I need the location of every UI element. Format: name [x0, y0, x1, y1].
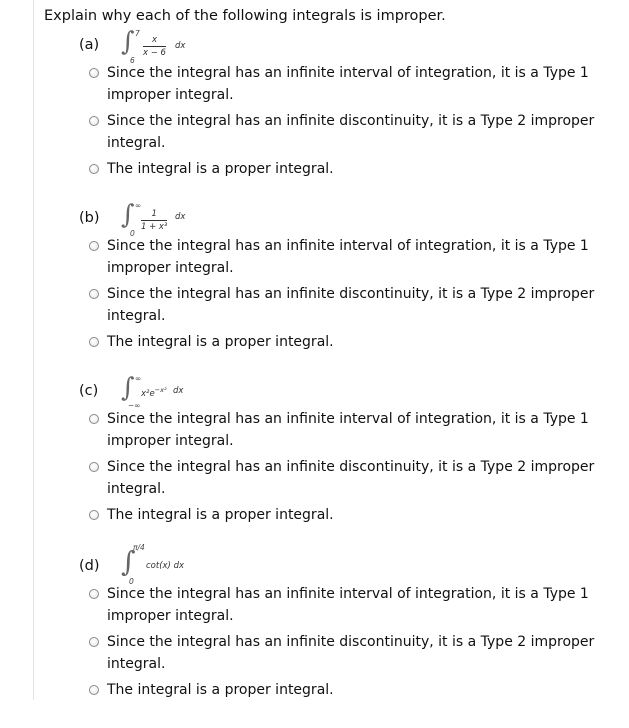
- integral-sign-icon: ∫: [121, 373, 135, 403]
- part-b: [79, 200, 619, 380]
- integral-sign-icon: ∫: [121, 200, 135, 230]
- exponent: −x²: [154, 386, 167, 394]
- fraction-bar: [143, 46, 166, 47]
- lower-limit: 6: [130, 56, 135, 65]
- integrand: [141, 386, 167, 399]
- radio-button[interactable]: [89, 116, 99, 126]
- part-label: (d): [79, 558, 100, 574]
- option-label: The integral is a proper integral.: [107, 161, 334, 177]
- part-label: (c): [79, 383, 99, 399]
- radio-button[interactable]: [89, 164, 99, 174]
- option-label: Since the integral has an infinite interval of integration, it is a Type 1 improper integral.: [107, 238, 589, 276]
- differential: dx: [175, 41, 186, 51]
- option-label: The integral is a proper integral.: [107, 334, 334, 350]
- radio-button[interactable]: [89, 289, 99, 299]
- upper-limit: 7: [135, 29, 140, 38]
- radio-button[interactable]: [89, 241, 99, 251]
- radio-button[interactable]: [89, 589, 99, 599]
- integrand: cot(x) dx: [146, 561, 184, 571]
- option-label: Since the integral has an infinite interval of integration, it is a Type 1 improper integral.: [107, 65, 589, 103]
- lower-limit: −∞: [128, 401, 141, 410]
- radio-button[interactable]: [89, 68, 99, 78]
- part-label: (a): [79, 37, 100, 53]
- integrand-base: x²e: [141, 388, 155, 399]
- fraction-bar: [141, 220, 167, 221]
- radio-button[interactable]: [89, 510, 99, 520]
- part-c: [79, 373, 619, 553]
- upper-limit: ∞: [135, 374, 142, 383]
- lower-limit: 0: [130, 229, 135, 238]
- integral-sign-icon: ∫: [121, 545, 136, 578]
- radio-button[interactable]: [89, 337, 99, 347]
- integrand-fraction: [141, 209, 167, 232]
- left-border: [33, 0, 34, 700]
- denominator: 1 + x³: [141, 222, 168, 232]
- option-label: Since the integral has an infinite discontinuity, it is a Type 2 improper integral.: [107, 113, 595, 151]
- option-label: Since the integral has an infinite discontinuity, it is a Type 2 improper integral.: [107, 459, 595, 497]
- option-label: Since the integral has an infinite interval of integration, it is a Type 1 improper integral.: [107, 411, 589, 449]
- question-text: Explain why each of the following integrals is improper.: [44, 8, 446, 24]
- option-label: The integral is a proper integral.: [107, 507, 334, 523]
- differential: dx: [173, 386, 184, 396]
- part-a: [79, 27, 619, 207]
- upper-limit: ∞: [135, 201, 142, 210]
- radio-button[interactable]: [89, 462, 99, 472]
- lower-limit: 0: [129, 577, 134, 586]
- numerator: x: [151, 35, 157, 45]
- part-d: [79, 543, 619, 728]
- denominator: x − 6: [143, 48, 166, 58]
- numerator: 1: [151, 209, 157, 219]
- differential: dx: [175, 212, 186, 222]
- radio-button[interactable]: [89, 685, 99, 695]
- part-label: (b): [79, 210, 100, 226]
- option-label: Since the integral has an infinite interval of integration, it is a Type 1 improper integral.: [107, 586, 589, 624]
- radio-button[interactable]: [89, 414, 99, 424]
- integrand-fraction: [143, 35, 166, 58]
- upper-limit: π/4: [133, 543, 145, 552]
- radio-button[interactable]: [89, 637, 99, 647]
- option-label: Since the integral has an infinite discontinuity, it is a Type 2 improper integral.: [107, 286, 595, 324]
- option-label: The integral is a proper integral.: [107, 682, 334, 698]
- option-label: Since the integral has an infinite discontinuity, it is a Type 2 improper integral.: [107, 634, 595, 672]
- integral-sign-icon: ∫: [121, 27, 135, 57]
